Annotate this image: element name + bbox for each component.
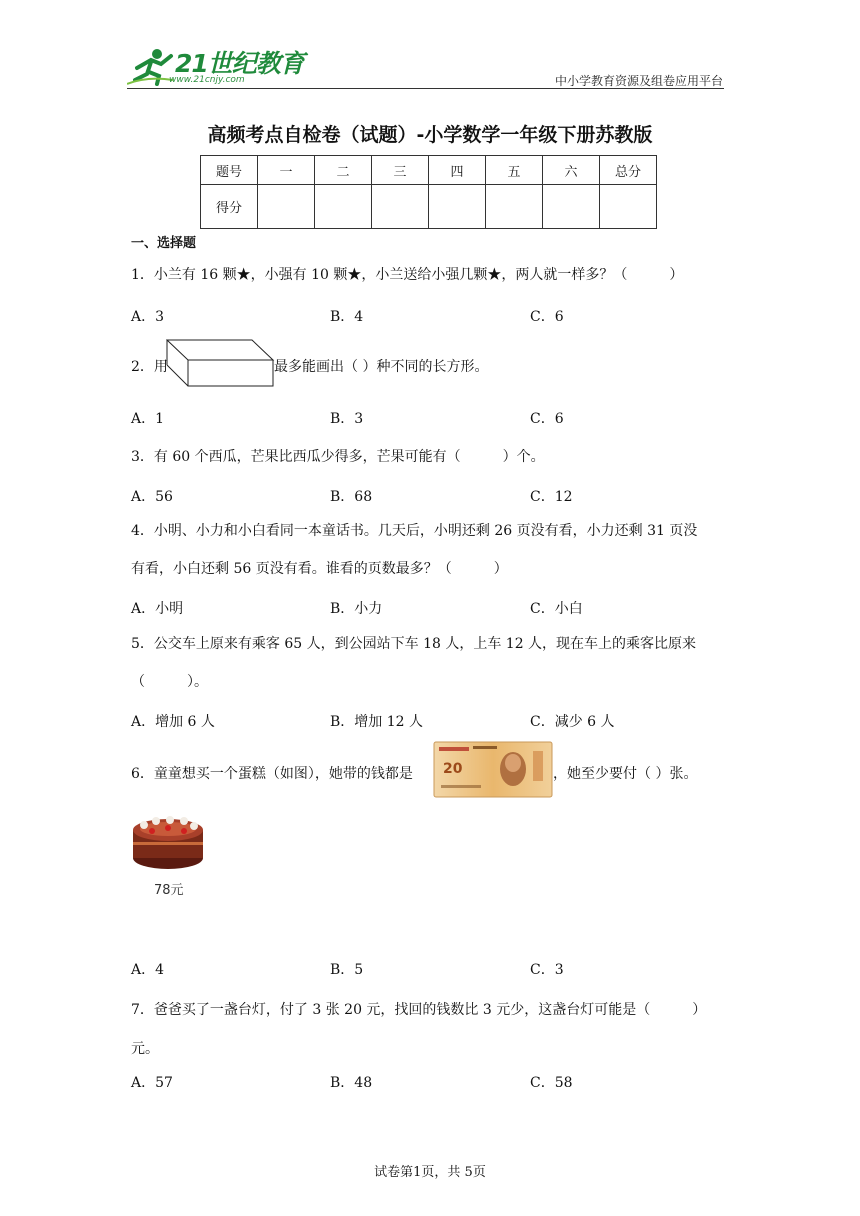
svg-text:20: 20 bbox=[443, 761, 463, 777]
option-c: C．6 bbox=[530, 411, 564, 427]
score-cell bbox=[486, 185, 543, 229]
twenty-yuan-banknote-icon bbox=[433, 741, 553, 798]
cake-price-label: 78元 bbox=[154, 883, 184, 898]
option-b: B．68 bbox=[330, 489, 373, 505]
option-b: B．3 bbox=[330, 411, 364, 427]
option-b: B．增加 12 人 bbox=[330, 714, 424, 730]
option-c: C．12 bbox=[530, 489, 573, 505]
platform-name: 中小学教育资源及组卷应用平台 bbox=[554, 74, 723, 88]
runner-logo-icon bbox=[127, 46, 175, 86]
question-4-line-2: 有看，小白还剩 56 页没有看。谁看的页数最多？（ ） bbox=[131, 561, 508, 577]
table-cell: 二 bbox=[315, 156, 372, 185]
table-cell: 六 bbox=[543, 156, 600, 185]
score-cell bbox=[258, 185, 315, 229]
question-5-line-2: （ ）。 bbox=[131, 674, 208, 690]
score-table bbox=[200, 155, 657, 229]
option-a: A．56 bbox=[131, 489, 173, 505]
question-6-suffix: ，她至少要付（ ）张。 bbox=[553, 766, 698, 782]
table-cell: 三 bbox=[372, 156, 429, 185]
table-cell: 题号 bbox=[201, 156, 258, 185]
table-cell: 总分 bbox=[600, 156, 657, 185]
question-7-line-1: 7．爸爸买了一盏台灯，付了 3 张 20 元，找回的钱数比 3 元少，这盏台灯可能是（ ） bbox=[131, 1002, 707, 1018]
cuboid-figure-icon bbox=[166, 338, 276, 388]
logo bbox=[127, 44, 304, 90]
option-c: C．减少 6 人 bbox=[530, 714, 615, 730]
table-cell: 得分 bbox=[201, 185, 258, 229]
option-a: A．3 bbox=[131, 309, 165, 325]
option-b: B．48 bbox=[330, 1075, 373, 1091]
score-cell bbox=[315, 185, 372, 229]
option-c: C．6 bbox=[530, 309, 564, 325]
option-a: A．增加 6 人 bbox=[131, 714, 215, 730]
logo-url: www.21cnjy.com bbox=[169, 75, 245, 85]
option-a: A．57 bbox=[131, 1075, 173, 1091]
score-cell bbox=[600, 185, 657, 229]
logo-text: 21世纪教育 bbox=[175, 49, 304, 78]
question-2-suffix: 最多能画出（ ）种不同的长方形。 bbox=[274, 359, 489, 375]
table-cell: 一 bbox=[258, 156, 315, 185]
question-6-prefix: 6．童童想买一个蛋糕（如图），她带的钱都是 bbox=[131, 766, 413, 782]
question-5-line-1: 5．公交车上原来有乘客 65 人，到公园站下车 18 人，上车 12 人，现在车上的乘客比原来 bbox=[131, 636, 697, 652]
question-7-line-2: 元。 bbox=[131, 1041, 159, 1057]
page-title: 高频考点自检卷（试题）-小学数学一年级下册苏教版 bbox=[207, 124, 653, 146]
question-4-line-1: 4．小明、小力和小白看同一本童话书。几天后，小明还剩 26 页没有看，小力还剩 31 页没 bbox=[131, 523, 698, 539]
option-a: A．1 bbox=[131, 411, 165, 427]
question-2-prefix: 2．用 bbox=[131, 359, 168, 375]
score-table-score-row bbox=[201, 185, 657, 229]
score-cell bbox=[543, 185, 600, 229]
option-a: A．4 bbox=[131, 962, 165, 978]
score-cell bbox=[429, 185, 486, 229]
option-c: C．小白 bbox=[530, 601, 583, 617]
option-c: C．3 bbox=[530, 962, 564, 978]
header-divider bbox=[127, 88, 724, 89]
option-a: A．小明 bbox=[131, 601, 184, 617]
option-b: B．小力 bbox=[330, 601, 383, 617]
option-c: C．58 bbox=[530, 1075, 573, 1091]
option-b: B．5 bbox=[330, 962, 364, 978]
section-heading: 一、选择题 bbox=[131, 236, 197, 251]
table-cell: 五 bbox=[486, 156, 543, 185]
option-b: B．4 bbox=[330, 309, 364, 325]
score-table-header-row bbox=[201, 156, 657, 185]
table-cell: 四 bbox=[429, 156, 486, 185]
score-cell bbox=[372, 185, 429, 229]
page-footer: 试卷第1页，共 5页 bbox=[374, 1165, 486, 1180]
cake-icon bbox=[130, 812, 206, 872]
question-1: 1．小兰有 16 颗★，小强有 10 颗★，小兰送给小强几颗★，两人就一样多？（ ） bbox=[131, 267, 684, 283]
question-3: 3．有 60 个西瓜，芒果比西瓜少得多，芒果可能有（ ）个。 bbox=[131, 449, 545, 465]
